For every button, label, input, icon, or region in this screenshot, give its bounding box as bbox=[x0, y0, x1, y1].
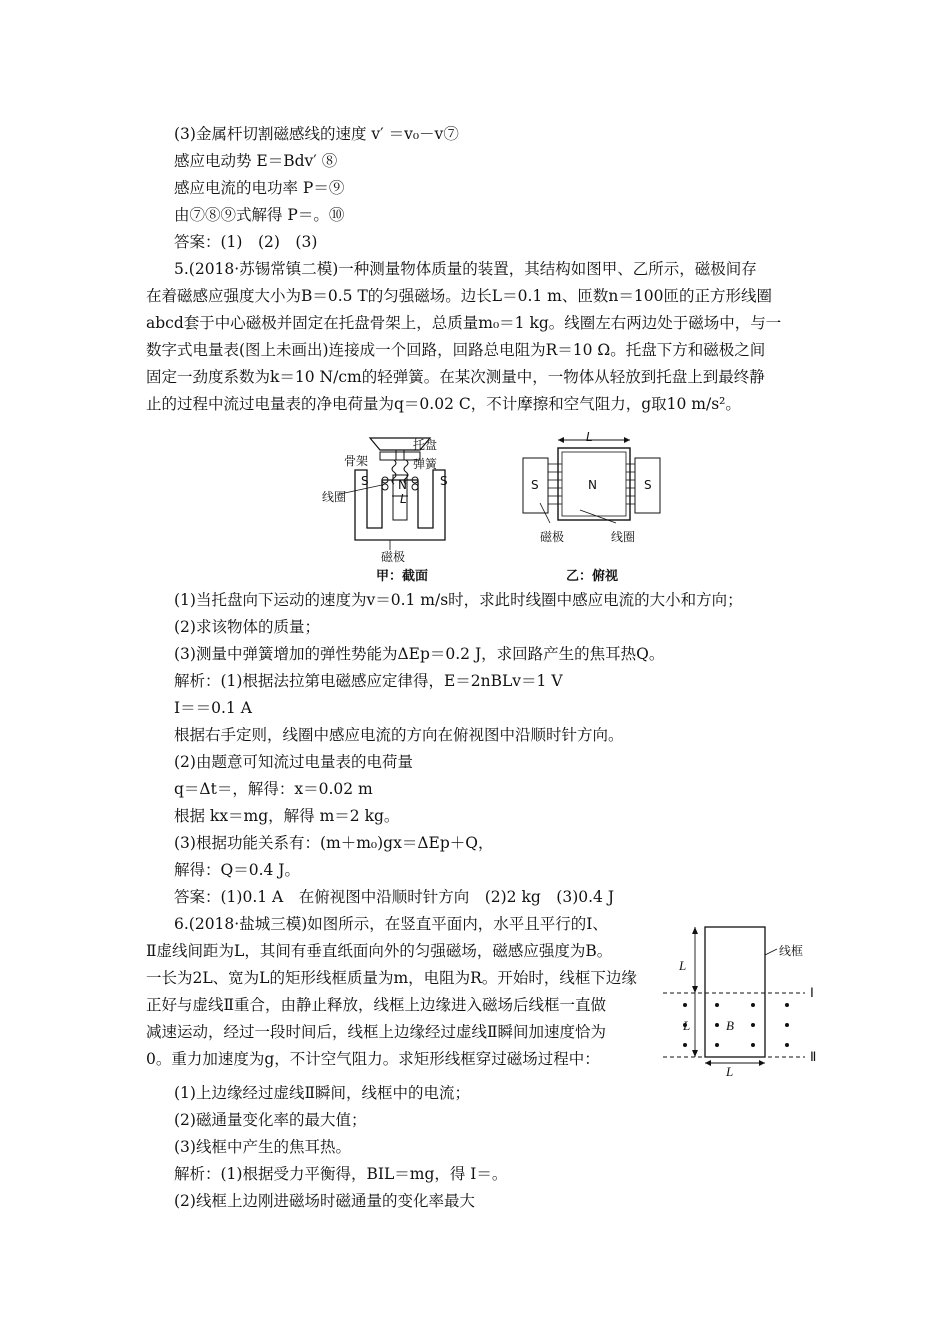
text-line: (3)金属杆切割磁感线的速度 v′ ＝v₀－v⑦ bbox=[174, 125, 459, 143]
text-line: 止的过程中流过电量表的净电荷量为q＝0.02 C，不计摩擦和空气阻力，g取10 m/s²。 bbox=[146, 395, 741, 413]
text-line: 正好与虚线Ⅱ重合，由静止释放，线框上边缘进入磁场后线框一直做 bbox=[146, 996, 607, 1014]
label-ciji: 磁极 bbox=[381, 550, 406, 564]
solution-line: (2)线框上边刚进磁场时磁通量的变化率最大 bbox=[174, 1192, 475, 1210]
solution-line: 根据右手定则，线圈中感应电流的方向在俯视图中沿顺时针方向。 bbox=[174, 726, 624, 744]
text-line: 固定一劲度系数为k＝10 N/cm的轻弹簧。在某次测量中，一物体从轻放到托盘上到最终静 bbox=[146, 368, 765, 386]
label-xiankuang: 线框 bbox=[779, 944, 804, 958]
text-line: 感应电流的电功率 P＝⑨ bbox=[174, 179, 345, 197]
label-tanhuang: 弹簧 bbox=[413, 457, 438, 471]
problem-5-title: 5.(2018·苏锡常镇二模)一种测量物体质量的装置，其结构如图甲、乙所示，磁极间存 bbox=[174, 260, 757, 278]
problem-6-title: 6.(2018·盐城三模)如图所示，在竖直平面内，水平且平行的Ⅰ、 bbox=[174, 915, 608, 933]
label-n: N bbox=[398, 478, 407, 492]
label-l-top: L bbox=[586, 430, 593, 444]
label-line-1: Ⅰ bbox=[810, 985, 814, 1000]
label-line-2: Ⅱ bbox=[810, 1049, 817, 1064]
label-s-left: S bbox=[531, 478, 539, 492]
text-line: 感应电动势 E＝Bdv′ ⑧ bbox=[174, 152, 338, 170]
solution-line: (2)由题意可知流过电量表的电荷量 bbox=[174, 753, 413, 771]
text-line: abcd套于中心磁极并固定在托盘骨架上，总质量m₀＝1 kg。线圈左右两边处于磁场中，与一 bbox=[146, 314, 782, 332]
label-ciji: 磁极 bbox=[540, 530, 565, 544]
question-2: (2)求该物体的质量； bbox=[174, 618, 320, 636]
solution-line: 解得：Q＝0.4 J。 bbox=[174, 861, 300, 879]
label-l-top: L bbox=[679, 958, 687, 973]
solution-line: (3)根据功能关系有：(m＋m₀)gx＝ΔEp＋Q， bbox=[174, 834, 494, 852]
label-l-bottom: L bbox=[726, 1064, 734, 1079]
label-l-mid: L bbox=[683, 1018, 691, 1033]
text-line: 数字式电量表(图上未画出)连接成一个回路，回路总电阻为R＝10 Ω。托盘下方和磁极之间 bbox=[146, 341, 766, 359]
solution-line: I＝＝0.1 A bbox=[174, 699, 252, 717]
label-n: N bbox=[588, 478, 597, 492]
text-line: 一长为2L、宽为L的矩形线框质量为m，电阻为R。开始时，线框下边缘 bbox=[146, 969, 637, 987]
label-gujia: 骨架 bbox=[344, 454, 369, 468]
text-line: 在着磁感应强度大小为B＝0.5 T的匀强磁场。边长L＝0.1 m、匝数n＝100匝的正方形线圈 bbox=[146, 287, 772, 305]
label-xianquan: 线圈 bbox=[322, 490, 347, 504]
answer-line: 答案：(1)0.1 A 在俯视图中沿顺时针方向 (2)2 kg (3)0.4 J bbox=[174, 888, 615, 906]
text-line: 由⑦⑧⑨式解得 P＝。⑩ bbox=[174, 206, 345, 224]
question-1: (1)上边缘经过虚线Ⅱ瞬间，线框中的电流； bbox=[174, 1084, 470, 1102]
text-line: Ⅱ虚线间距为L，其间有垂直纸面向外的匀强磁场，磁感应强度为B。 bbox=[146, 942, 613, 960]
question-2: (2)磁通量变化率的最大值； bbox=[174, 1111, 367, 1129]
label-b: B bbox=[726, 1018, 734, 1033]
label-s-left: S bbox=[361, 474, 369, 488]
solution-line: q＝Δt＝，解得：x＝0.02 m bbox=[174, 780, 373, 798]
label-l: L bbox=[400, 492, 407, 506]
solution-line: 解析：(1)根据受力平衡得，BIL＝mg，得 I＝。 bbox=[174, 1165, 508, 1183]
label-s-right: S bbox=[440, 474, 448, 488]
solution-line: 解析：(1)根据法拉第电磁感应定律得，E＝2nBLv＝1 V bbox=[174, 672, 563, 690]
caption-yi: 乙：俯视 bbox=[566, 569, 619, 584]
answer-line: 答案：(1) (2) (3) bbox=[174, 233, 318, 251]
question-1: (1)当托盘向下运动的速度为v＝0.1 m/s时，求此时线圈中感应电流的大小和方向； bbox=[174, 591, 743, 609]
question-3: (3)测量中弹簧增加的弹性势能为ΔEp＝0.2 J，求回路产生的焦耳热Q。 bbox=[174, 645, 665, 663]
label-tuopan: 托盘 bbox=[413, 438, 438, 452]
question-3: (3)线框中产生的焦耳热。 bbox=[174, 1138, 351, 1156]
label-xianquan: 线圈 bbox=[611, 530, 636, 544]
text-line: 减速运动，经过一段时间后，线框上边缘经过虚线Ⅱ瞬间加速度恰为 bbox=[146, 1023, 607, 1041]
text-line: 0。重力加速度为g，不计空气阻力。求矩形线框穿过磁场过程中： bbox=[146, 1050, 600, 1068]
label-s-right: S bbox=[644, 478, 652, 492]
caption-jia: 甲：截面 bbox=[376, 569, 429, 584]
solution-line: 根据 kx＝mg，解得 m＝2 kg。 bbox=[174, 807, 400, 825]
